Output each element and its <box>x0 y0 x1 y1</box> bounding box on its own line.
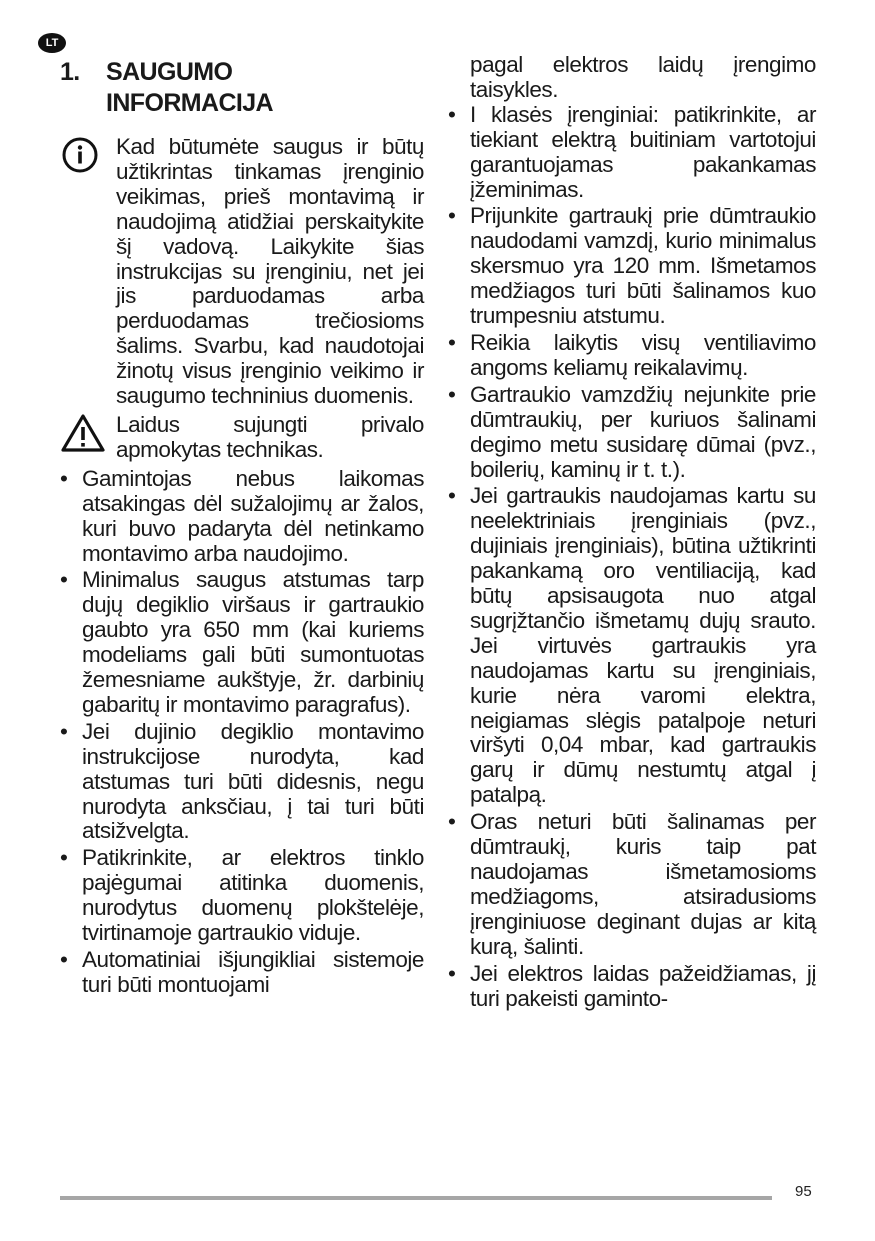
list-item: • Oras neturi būti šalinamas per dūmtraukį, kuris taip pat naudojamas išmetamosioms medžiagoms, atsiradusioms įrenginiuose deginant dujas ar kitą kurą, šalinti. <box>448 810 816 959</box>
left-bullet-list <box>60 467 424 998</box>
list-item: • Jei gartraukis naudojamas kartu su neelektriniais įrenginiais (pvz., dujiniais įrenginiais), būtina užtikrinti pakankamą oro ventiliaciją, kad būtų apsisaugota nuo atgal sugrįžtančio išmetamų dujų srauto. Jei virtuvės gartraukis yra naudojamas kartu su įrenginiais, kurie nėra varomi elektra, neigiamas slėgis patalpoje neturi viršyti 0,04 mbar, kad gartraukis garų ir dūmų nestumtų atgal į patalpą. <box>448 484 816 808</box>
list-item: • Reikia laikytis visų ventiliavimo angoms keliamų reikalavimų. <box>448 331 816 381</box>
list-item: • Patikrinkite, ar elektros tinklo pajėgumai atitinka duomenis, nurodytus duomenų plokštelėje, tvirtinamoje gartraukio viduje. <box>60 846 424 946</box>
info-notice-text: Kad būtumėte saugus ir būtų užtikrintas tinkamas įrenginio veikimas, prieš montavimą ir naudojimą atidžiai perskaitykite šį vadovą. Laikykite šias instrukcijas su įrenginiu, net jei jis parduodamas arba perduodamas trečiosioms šalims. Svarbu, kad naudotojai žinotų visus įrenginio veikimo ir saugumo techninius duomenis. <box>116 134 424 409</box>
info-notice <box>60 135 424 409</box>
left-column <box>60 53 424 1000</box>
footer-rule <box>60 1196 772 1200</box>
continued-text: pagal elektros laidų įrengimo taisykles. <box>470 52 816 102</box>
list-item: • Automatiniai išjungikliai sistemoje turi būti montuojami <box>60 948 424 998</box>
section-number: 1. <box>60 58 80 86</box>
warning-icon <box>60 413 116 459</box>
list-item: • Prijunkite gartraukį prie dūmtraukio naudodami vamzdį, kurio minimalus skersmuo yra 120 mm. Išmetamos medžiagos turi būti šalinamos kuo trumpesniu atstumu. <box>448 204 816 329</box>
list-item: • I klasės įrenginiai: patikrinkite, ar tiekiant elektrą buitiniam vartotojui garantuojamas pakankamas įžeminimas. <box>448 103 816 203</box>
warning-notice <box>60 413 424 463</box>
list-item: • Gartraukio vamzdžių nejunkite prie dūmtraukių, per kuriuos šalinami degimo metu susidarę dūmai (pvz., boilerių, kaminų ir t. t.). <box>448 383 816 483</box>
warning-notice-text: Laidus sujungti privalo apmokytas technikas. <box>116 411 424 462</box>
info-icon <box>60 135 116 181</box>
section-heading <box>60 57 424 119</box>
right-column <box>448 53 816 1013</box>
right-bullet-list <box>448 103 816 1012</box>
list-item: • Jei elektros laidas pažeidžiamas, jį turi pakeisti gaminto- <box>448 962 816 1012</box>
language-badge: LT <box>38 33 66 53</box>
list-item: • Gamintojas nebus laikomas atsakingas dėl sužalojimų ar žalos, kuri buvo padaryta dėl netinkamo montavimo arba naudojimo. <box>60 467 424 567</box>
section-title: SAUGUMO INFORMACIJA <box>106 58 274 117</box>
list-item: • Jei dujinio degiklio montavimo instrukcijose nurodyta, kad atstumas turi būti didesnis, negu nurodyta anksčiau, į tai turi būti atsižvelgta. <box>60 720 424 845</box>
list-item: • Minimalus saugus atstumas tarp dujų degiklio viršaus ir gartraukio gaubto yra 650 mm (kai kuriems modeliams gali būti sumontuotas žemesniame aukštyje, žr. darbinių gabaritų ir montavimo paragrafus). <box>60 568 424 717</box>
page-number: 95 <box>795 1183 812 1200</box>
